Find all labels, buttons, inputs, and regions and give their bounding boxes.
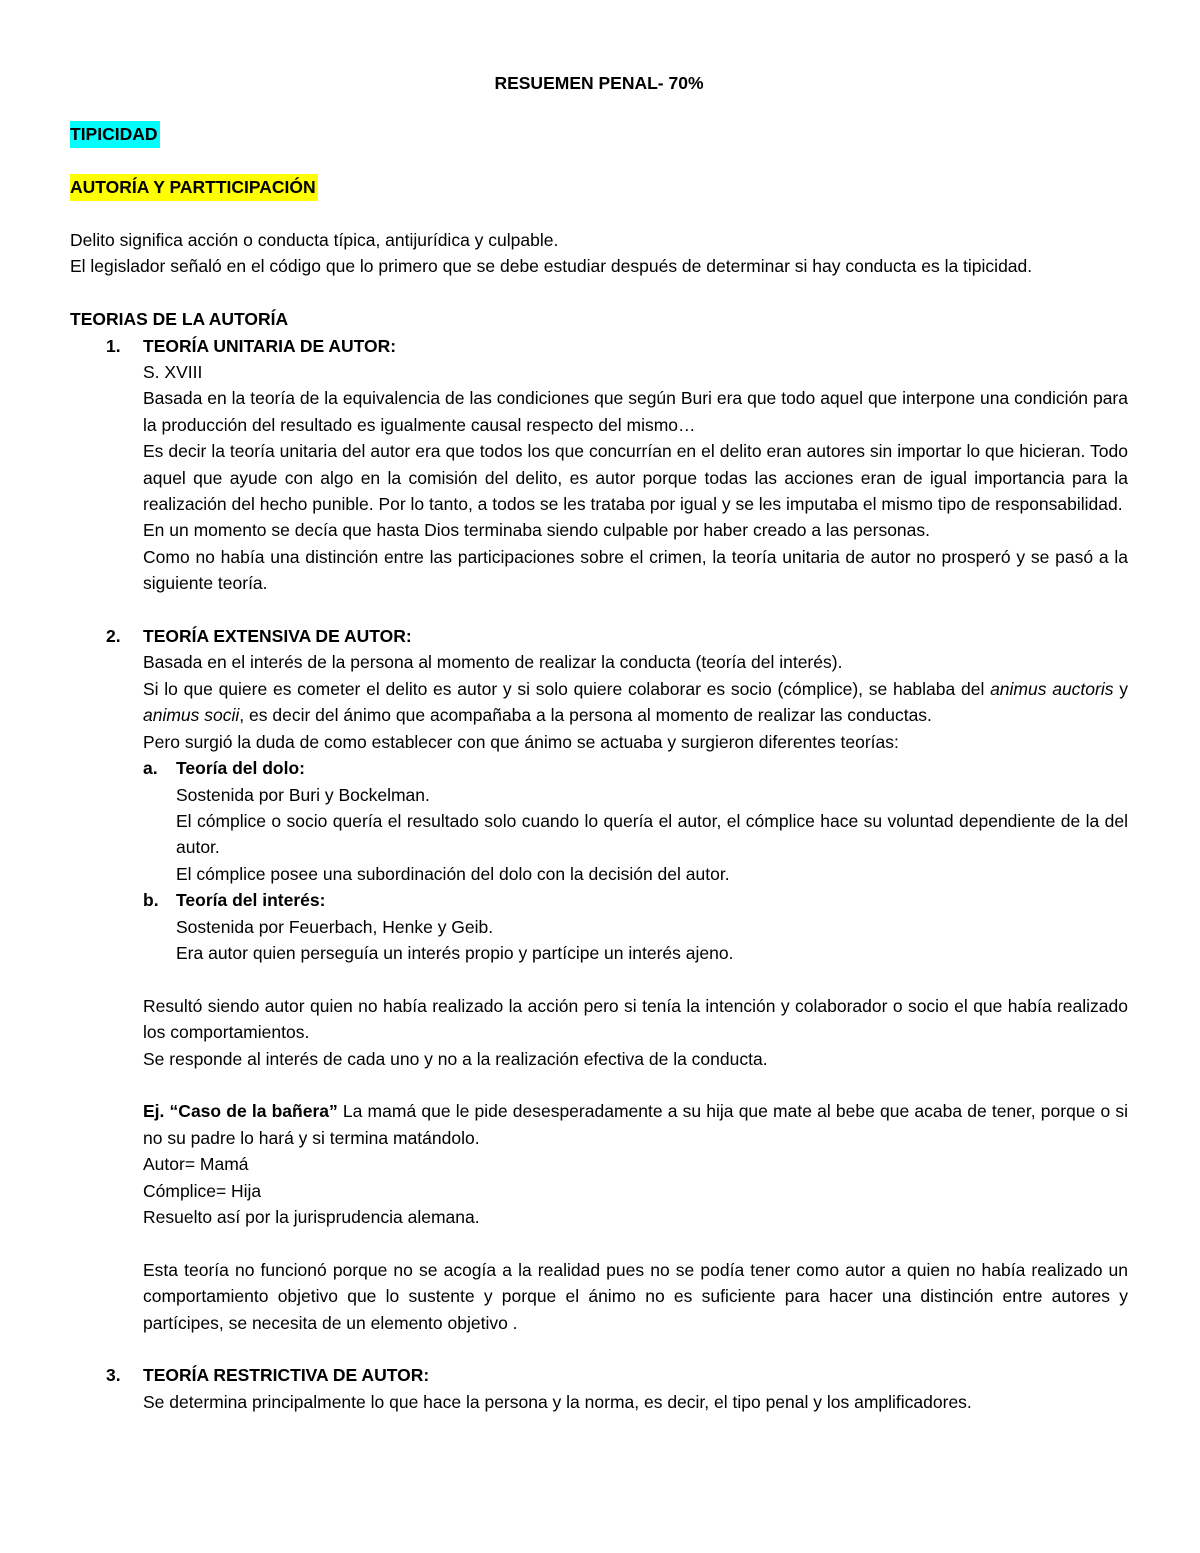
theory-2-conclusion: Esta teoría no funcionó porque no se acogía a la realidad pues no se podía tener como autor a quien no había realizado un comportamiento objetivo que lo sustente y porque el ánimo no es suficiente para hacer una distinción entre autores y partícipes, se necesita de un elemento objetivo . [143, 1259, 1128, 1333]
sub-theory-a [143, 755, 1128, 887]
theory-3 [70, 1362, 1128, 1415]
theory-1-paragraph: Como no había una distinción entre las participaciones sobre el crimen, la teoría unitaria de autor no prosperó y se pasó a la siguiente teoría. [143, 546, 1128, 594]
theory-3-paragraph: Se determina principalmente lo que hace la persona y la norma, es decir, el tipo penal y los amplificadores. [143, 1391, 972, 1412]
theory-2-number: 2. [106, 626, 121, 647]
teorias-heading: TEORIAS DE LA AUTORÍA [70, 309, 289, 330]
intro-line-1: Delito significa acción o conducta típica, antijurídica y culpable. [70, 230, 559, 250]
theory-1-paragraph: En un momento se decía que hasta Dios terminaba siendo culpable por haber creado a las personas. [143, 520, 931, 541]
example-resuelto: Resuelto así por la jurisprudencia alemana. [143, 1206, 480, 1227]
sub-theory-a-letter: a. [143, 758, 158, 779]
sub-theory-a-line: Sostenida por Buri y Bockelman. [176, 784, 430, 805]
animus-auctoris-term: animus auctoris [990, 678, 1114, 699]
example-autor: Autor= Mamá [143, 1154, 249, 1175]
theory-1-number: 1. [106, 335, 121, 356]
sub-theory-a-line: El cómplice posee una subordinación del dolo con la decisión del autor. [176, 863, 730, 884]
theory-2-paragraph: Basada en el interés de la persona al momento de realizar la conducta (teoría del interés). [143, 652, 843, 673]
sub-theory-b-line: Era autor quien perseguía un interés propio y partícipe un interés ajeno. [176, 942, 734, 963]
theory-1 [70, 333, 1128, 597]
theory-1-paragraph: Basada en la teoría de la equivalencia de las condiciones que según Buri era que todo aquel que interpone una condición para la producción del resultado es igualmente causal respecto del mismo… [143, 388, 1128, 435]
sub-theory-b-line: Sostenida por Feuerbach, Henke y Geib. [176, 916, 494, 937]
sub-theory-b-letter: b. [143, 890, 159, 911]
theory-3-title: TEORÍA RESTRICTIVA DE AUTOR: [143, 1365, 430, 1386]
sub-theory-b [143, 887, 1128, 966]
example-paragraph: Ej. “Caso de la bañera” La mamá que le pide desesperadamente a su hija que mate al bebe que acaba de tener, porque o si no su padre lo hará y si termina matándolo. [143, 1101, 1128, 1148]
sub-theory-b-title: Teoría del interés: [176, 890, 326, 911]
theory-1-title: TEORÍA UNITARIA DE AUTOR: [143, 335, 397, 356]
document-page [70, 70, 1128, 1415]
theory-1-century: S. XVIII [143, 362, 203, 383]
theory-2-paragraph: Pero surgió la duda de como establecer con que ánimo se actuaba y surgieron diferentes teorías: [143, 731, 899, 752]
animus-socii-term: animus socii [143, 705, 240, 726]
theory-2-animus-paragraph: Si lo que quiere es cometer el delito es autor y si solo quiere colaborar es socio (cómplice), se hablaba del animus auctoris y animus socii, es decir del ánimo que acompañaba a la persona al momento de realizar las conductas. [143, 678, 1128, 726]
sub-theory-a-title: Teoría del dolo: [176, 758, 305, 779]
theory-1-paragraph: Es decir la teoría unitaria del autor era que todos los que concurrían en el delito eran autores sin importar lo que hicieran. Todo aquel que ayude con algo en la comisión del delito, es autor porque todas las acciones eran de igual importancia para la realización del hecho punible. Por lo tanto, a todos se les trataba por igual y se les imputaba el mismo tipo de responsabilidad. [143, 441, 1128, 515]
theory-2-result: Resultó siendo autor quien no había realizado la acción pero si tenía la intención y colaborador o socio el que había realizado los comportamientos. [143, 995, 1128, 1043]
example-complice: Cómplice= Hija [143, 1180, 262, 1201]
theory-3-number: 3. [106, 1365, 121, 1386]
theory-2-title: TEORÍA EXTENSIVA DE AUTOR: [143, 626, 412, 647]
heading-autoria: AUTORÍA Y PARTTICIPACIÓN [70, 174, 318, 200]
intro-line-2: El legislador señaló en el código que lo primero que se debe estudiar después de determinar si hay conducta es la tipicidad. [70, 256, 1033, 277]
document-title: RESUEMEN PENAL- 70% [494, 73, 704, 93]
heading-tipicidad: TIPICIDAD [70, 121, 160, 147]
theory-2 [70, 623, 1128, 1336]
theory-2-result: Se responde al interés de cada uno y no a la realización efectiva de la conducta. [143, 1048, 768, 1069]
sub-theory-a-line: El cómplice o socio quería el resultado solo cuando lo quería el autor, el cómplice hace su voluntad dependiente de la del autor. [176, 810, 1128, 858]
example-label: Ej. “Caso de la bañera” [143, 1101, 338, 1122]
